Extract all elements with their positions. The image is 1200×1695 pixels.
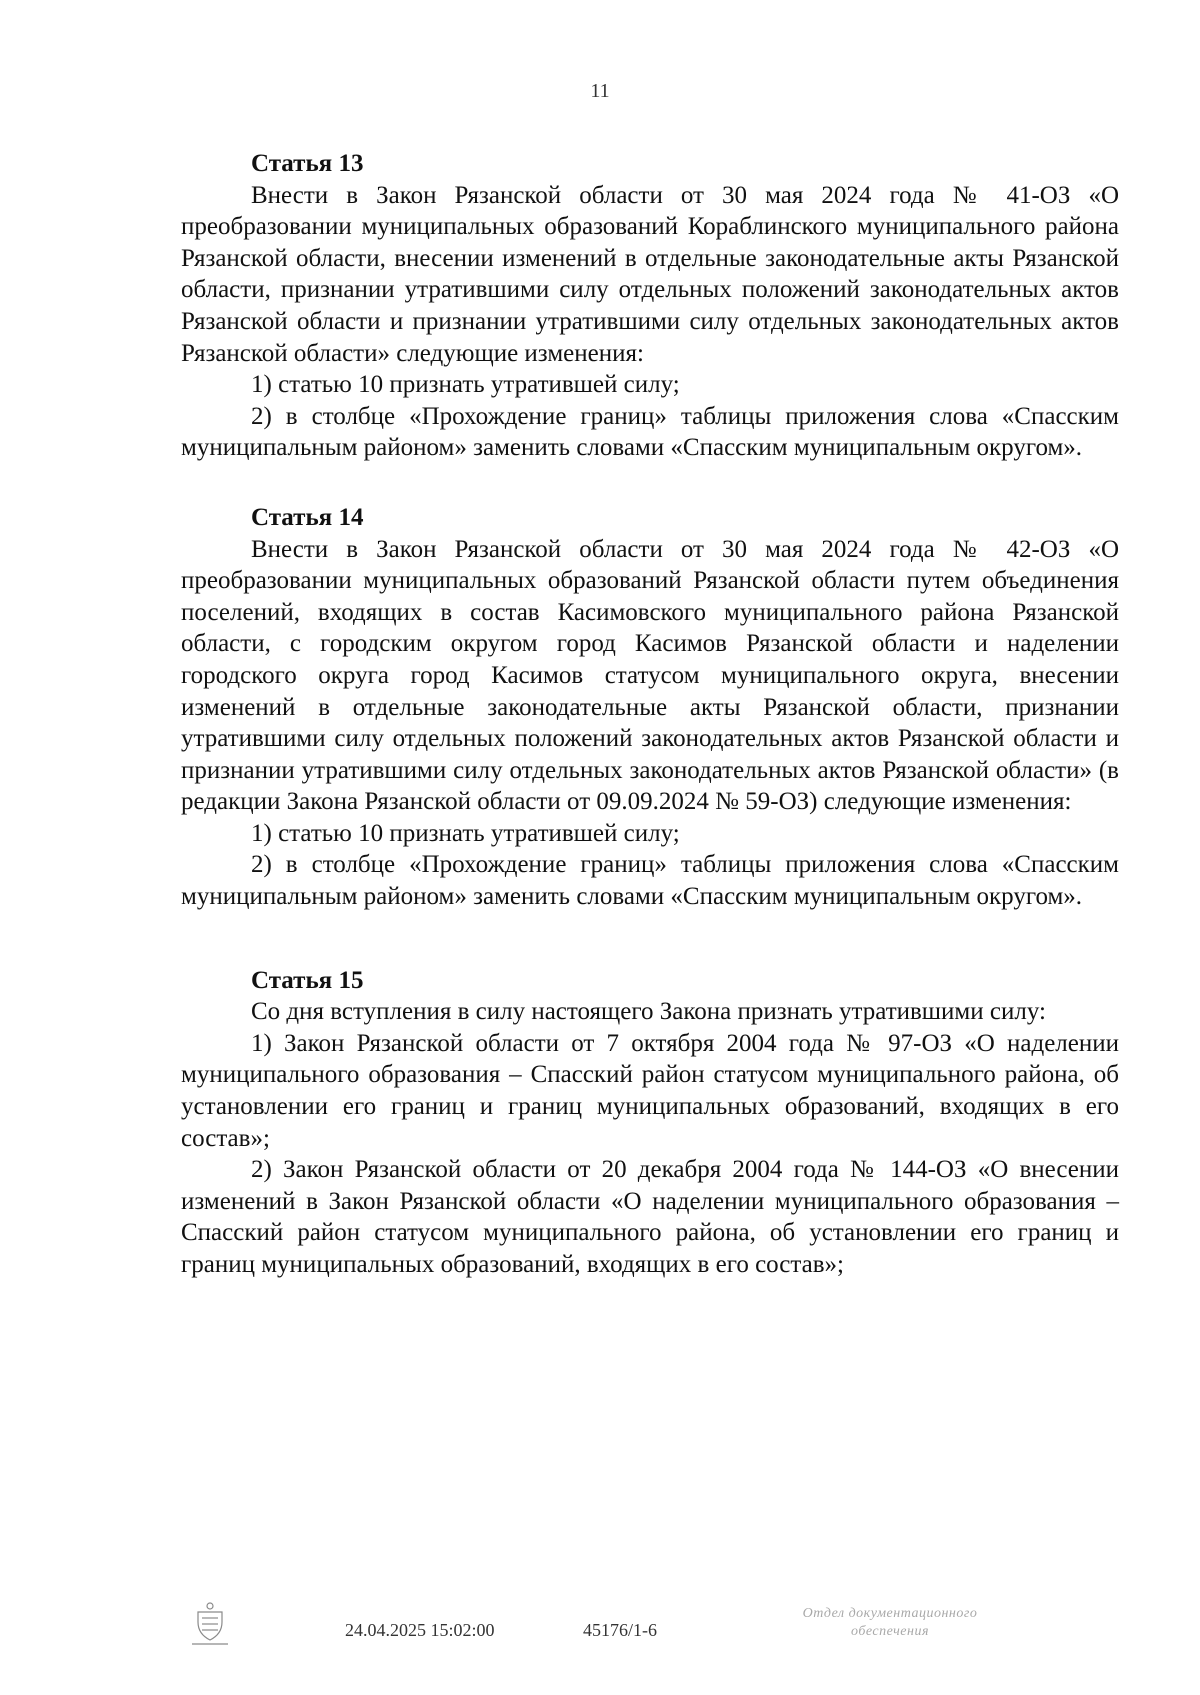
coat-of-arms-icon <box>188 1600 232 1646</box>
article-paragraph: Со дня вступления в силу настоящего Закона признать утратившими силу: <box>251 998 1046 1026</box>
article-paragraph: 2) в столбце «Прохождение границ» таблицы приложения слова «Спасским муниципальным районом» заменить словами «Спасским муниципальным округом». <box>181 402 1119 462</box>
article-15 <box>181 965 1119 1281</box>
article-paragraph: 1) статью 10 признать утратившей силу; <box>251 819 680 847</box>
document-footer <box>0 1600 1200 1660</box>
department-stamp <box>760 1605 1020 1641</box>
document-body <box>181 148 1119 1319</box>
article-title: Статья 14 <box>251 503 364 531</box>
article-paragraph: 2) Закон Рязанской области от 20 декабря 2004 года № 144-ОЗ «О внесении изменений в Закон Рязанской области «О наделении муниципального образования – Спасский район статусом муниципального района, об установлении его границ и границ муниципальных образований, входящих в его состав»; <box>181 1156 1119 1278</box>
article-title: Статья 15 <box>251 966 364 994</box>
article-paragraph: 2) в столбце «Прохождение границ» таблицы приложения слова «Спасским муниципальным районом» заменить словами «Спасским муниципальным округом». <box>181 851 1119 911</box>
page-number: 11 <box>590 80 610 102</box>
article-title: Статья 13 <box>251 150 364 177</box>
article-paragraph: Внести в Закон Рязанской области от 30 мая 2024 года № 41-ОЗ «О преобразовании муниципальных образований Кораблинского муниципального района Рязанской области, внесении изменений в отдельные законодательные акты Рязанской области, признании утратившими силу отдельных положений законодательных актов Рязанской области и признании утратившими силу отдельных законодательных актов Рязанской области» следующие изменения: <box>181 181 1119 367</box>
article-paragraph: 1) Закон Рязанской области от 7 октября 2004 года № 97-ОЗ «О наделении муниципального образования – Спасский район статусом муниципального района, об установлении его границ и границ муниципальных образований, входящих в его состав»; <box>181 1029 1119 1152</box>
article-paragraph: 1) статью 10 признать утратившей силу; <box>251 371 680 399</box>
stamp-line: обеспечения <box>851 1624 929 1639</box>
article-paragraph: Внести в Закон Рязанской области от 30 мая 2024 года № 42-ОЗ «О преобразовании муниципальных образований Рязанской области путем объединения поселений, входящих в состав Касимовского муниципального района Рязанской области, с городским округом город Касимов Рязанской области и наделении городского округа город Касимов статусом муниципального округа, внесении изменений в отдельные законодательные акты Рязанской области, признании утратившими силу отдельных положений законодательных актов Рязанской области и признании утратившими силу отдельных законодательных актов Рязанской области» (в редакции Закона Рязанской области от 09.09.2024 № 59-ОЗ) следующие изменения: <box>181 535 1119 816</box>
registration-number: 45176/1-6 <box>583 1620 657 1640</box>
article-14 <box>181 502 1119 913</box>
article-13 <box>181 148 1119 464</box>
registration-datetime: 24.04.2025 15:02:00 <box>345 1620 495 1640</box>
stamp-line: Отдел документационного <box>802 1606 978 1621</box>
